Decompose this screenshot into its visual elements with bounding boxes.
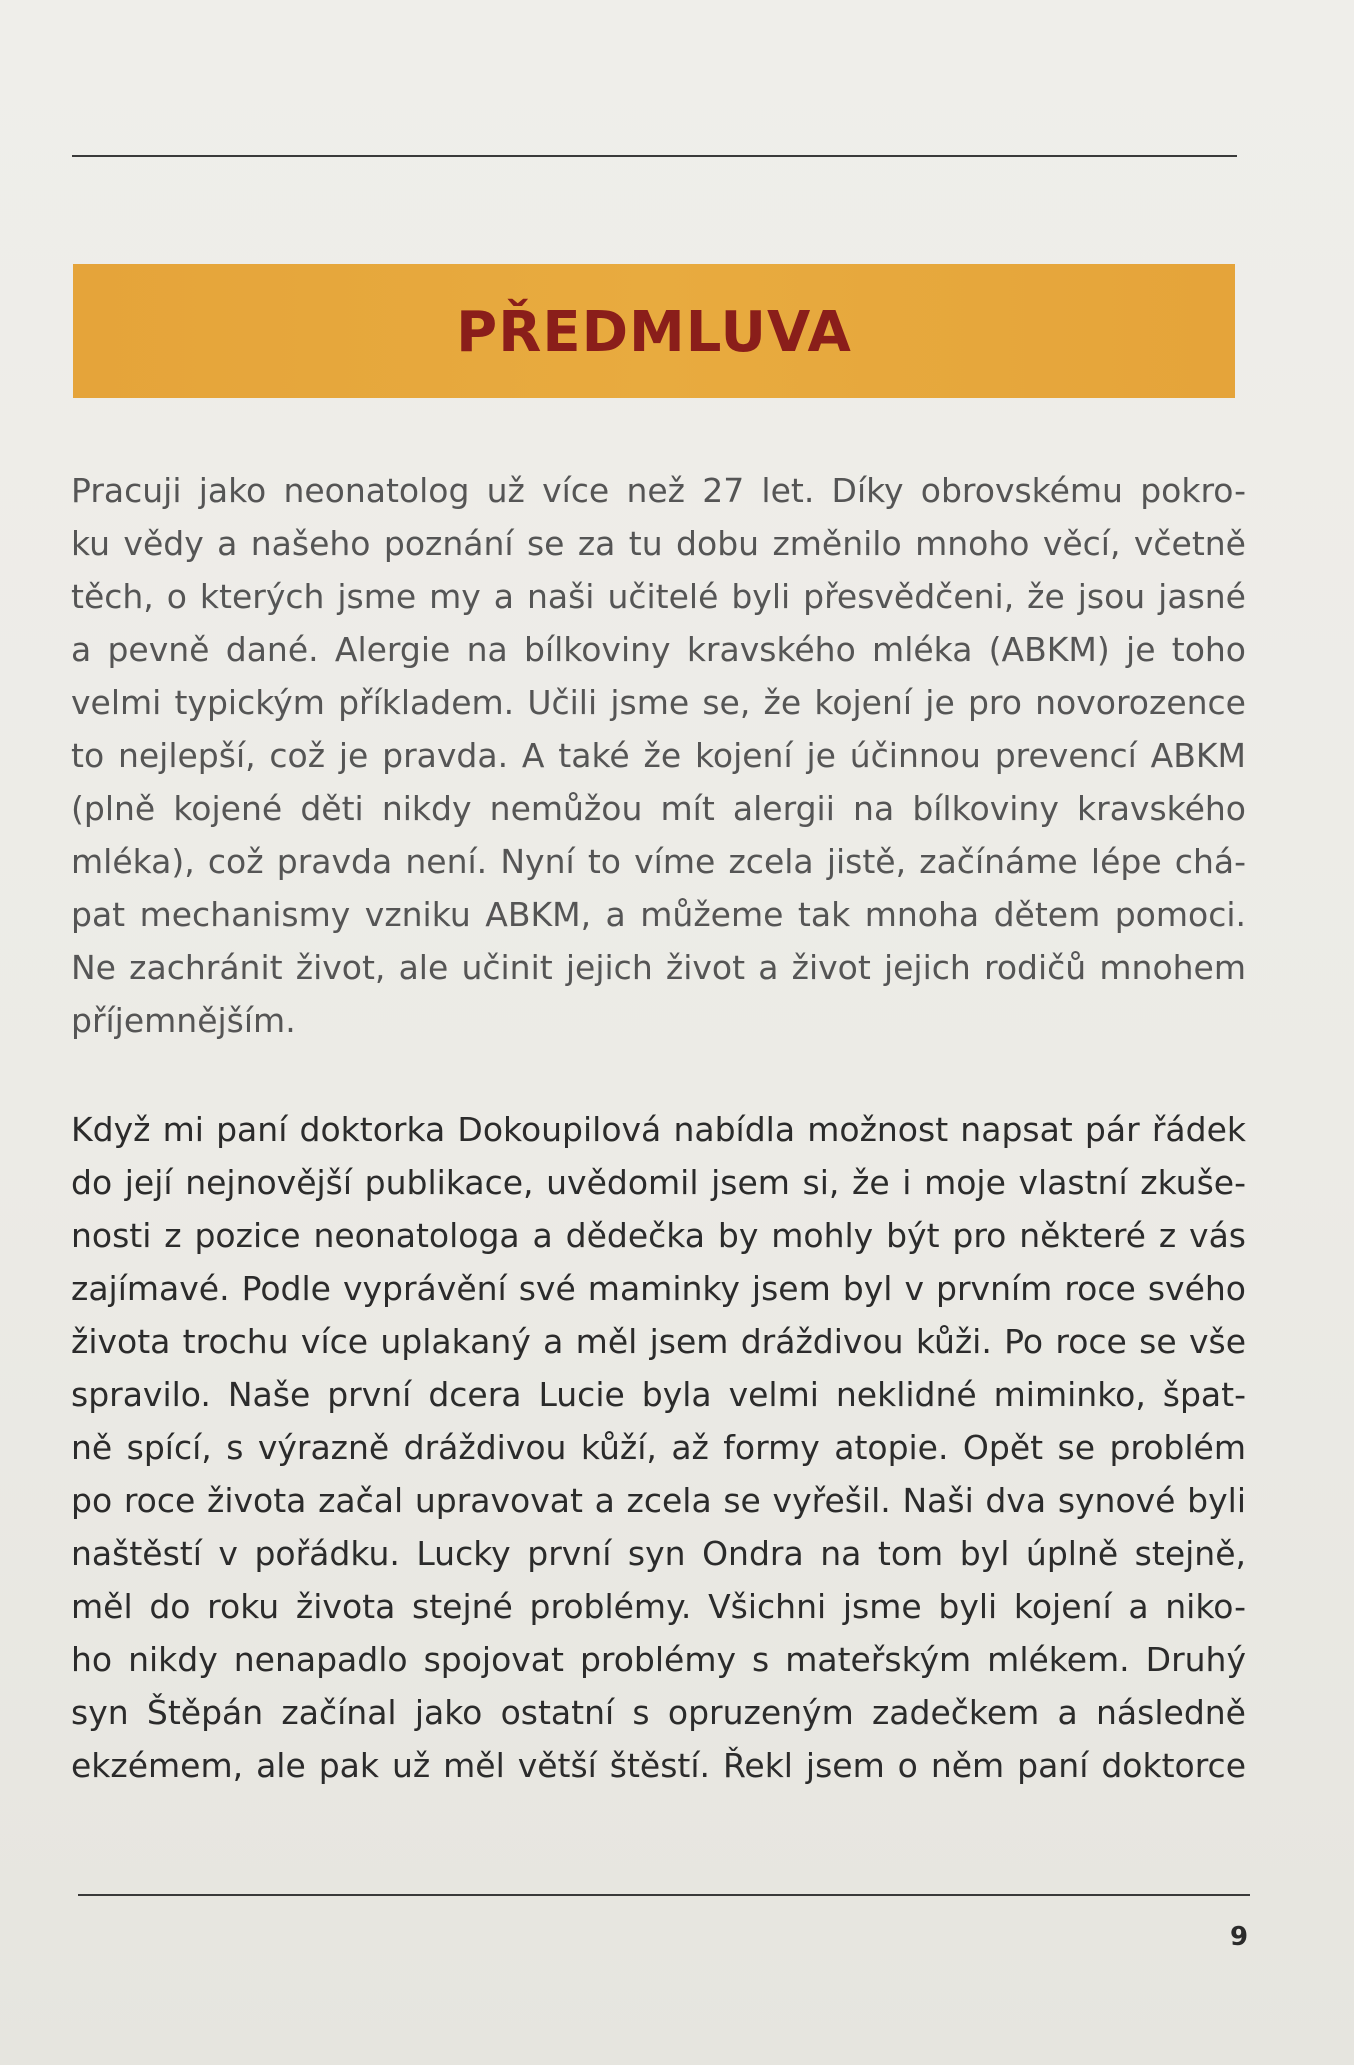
text-line: velmi typickým příkladem. Učili jsme se, že kojení je pro novorozence [71,683,1246,722]
text-line: ně spící, s výrazně dráždivou kůží, až formy atopie. Opět se problém [71,1428,1246,1467]
text-line: zajímavé. Podle vyprávění své maminky jsem byl v prvním roce svého [71,1269,1246,1308]
heading-banner [73,264,1235,398]
text-line: a pevně dané. Alergie na bílkoviny kravského mléka (ABKM) je toho [71,630,1246,669]
text-line: Když mi paní doktorka Dokoupilová nabídla možnost napsat pár řádek [71,1110,1246,1149]
text-line: pat mechanismy vzniku ABKM, a můžeme tak mnoha dětem pomoci. [71,895,1246,934]
top-rule [72,155,1237,157]
text-line: syn Štěpán začínal jako ostatní s opruzeným zadečkem a následně [71,1693,1246,1732]
text-line: ekzémem, ale pak už měl větší štěstí. Řekl jsem o něm paní doktorce [71,1746,1246,1785]
text-line: Pracuji jako neonatolog už více než 27 let. Díky obrovskému pokro- [71,471,1246,510]
text-line: měl do roku života stejné problémy. Všichni jsme byli kojení a niko- [71,1587,1246,1626]
text-line: spravilo. Naše první dcera Lucie byla velmi neklidné miminko, špat- [71,1375,1246,1414]
text-line: života trochu více uplakaný a měl jsem dráždivou kůži. Po roce se vše [71,1322,1246,1361]
text-line: mléka), což pravda není. Nyní to víme zcela jistě, začínáme lépe chá- [71,842,1246,881]
text-line: do její nejnovější publikace, uvědomil jsem si, že i moje vlastní zkuše- [71,1163,1246,1202]
text-line: (plně kojené děti nikdy nemůžou mít alergii na bílkoviny kravského [71,789,1246,828]
text-line: nosti z pozice neonatologa a dědečka by mohly být pro některé z vás [71,1216,1246,1255]
paragraph-1 [71,464,1246,1047]
paragraph-2 [71,1103,1246,1792]
chapter-heading: PŘEDMLUVA [456,300,852,365]
text-line: příjemnějším. [71,1001,296,1040]
page-number: 9 [1230,1922,1249,1952]
text-line: to nejlepší, což je pravda. A také že kojení je účinnou prevencí ABKM [71,736,1246,775]
text-line: ku vědy a našeho poznání se za tu dobu změnilo mnoho věcí, včetně [71,524,1246,563]
text-line: ho nikdy nenapadlo spojovat problémy s mateřským mlékem. Druhý [71,1640,1246,1679]
text-line: naštěstí v pořádku. Lucky první syn Ondra na tom byl úplně stejně, [71,1534,1246,1573]
bottom-rule [78,1894,1250,1896]
text-line: těch, o kterých jsme my a naši učitelé byli přesvědčeni, že jsou jasné [71,577,1246,616]
text-line: po roce života začal upravovat a zcela se vyřešil. Naši dva synové byli [71,1481,1246,1520]
text-line: Ne zachránit život, ale učinit jejich život a život jejich rodičů mnohem [71,948,1246,987]
